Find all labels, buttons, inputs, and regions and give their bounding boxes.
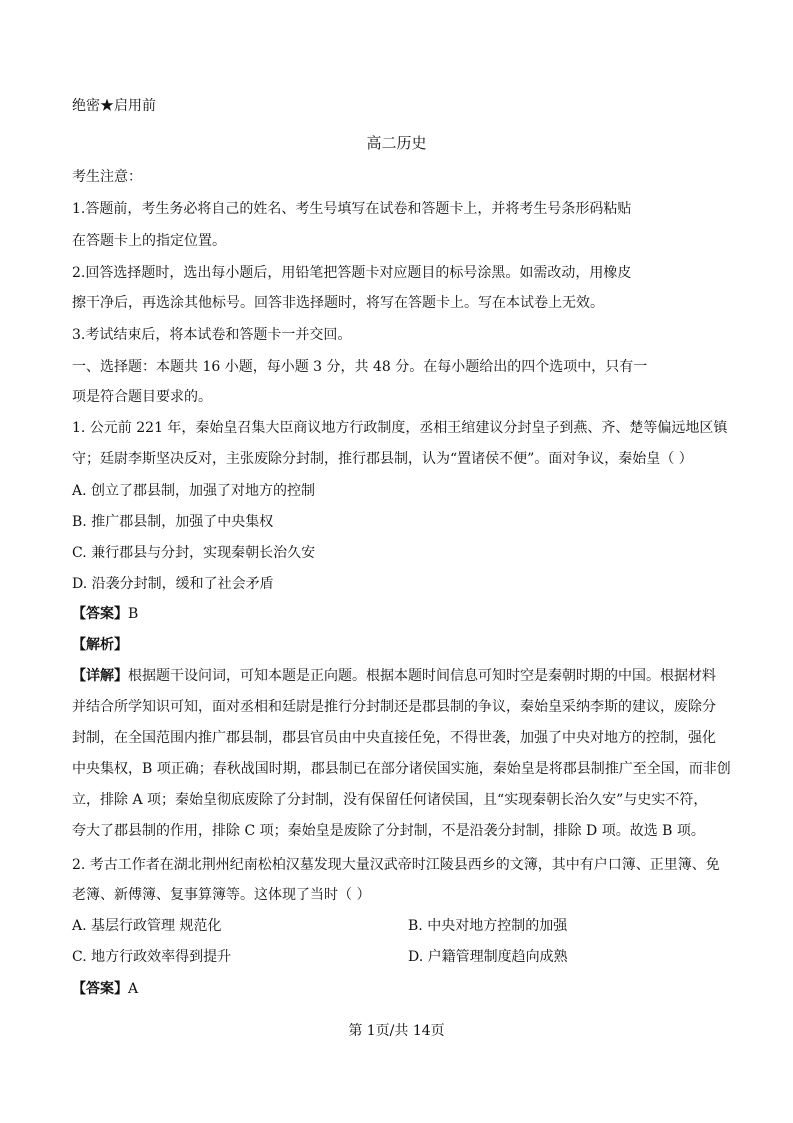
question-1-analysis-tag: 【解析】 xyxy=(72,637,128,653)
question-1-detail-line: 封制，在全国范围内推广郡县制，郡县官员由中央直接任免，不得世袭，加强了中央对地方的控制，强化 xyxy=(72,730,716,746)
question-1-answer xyxy=(72,604,138,624)
notice-item: 3.考试结束后，将本试卷和答题卡一并交回。 xyxy=(72,327,352,343)
section-heading-cont: 项是符合题目要求的。 xyxy=(72,389,212,405)
answer-value: A xyxy=(128,981,139,997)
question-2-option-b: B. 中央对地方控制的加强 xyxy=(408,918,568,934)
question-2-option-c: C. 地方行政效率得到提升 xyxy=(72,949,232,965)
question-2-stem: 2. 考古工作者在湖北荆州纪南松柏汉墓发现大量汉武帝时江陵县西乡的文簿，其中有户口簿、正里簿、免 xyxy=(72,857,720,873)
page-number: 第 1页/共 14页 xyxy=(348,1023,445,1039)
notice-item: 在答题卡上的指定位置。 xyxy=(72,233,226,249)
answer-tag: 【答案】 xyxy=(72,981,128,997)
question-1-option-a: A. 创立了郡县制，加强了对地方的控制 xyxy=(72,483,316,499)
question-1-detail-line: 立，排除 A 项；秦始皇彻底废除了分封制，没有保留任何诸侯国，且“实现秦朝长治久安”与史实不符， xyxy=(72,792,708,808)
question-1-detail-line: 中央集权，B 项正确；春秋战国时期，郡县制已在部分诸侯国实施，秦始皇是将郡县制推广至全国，而非创 xyxy=(72,761,731,777)
question-1-stem-cont: 守；廷尉李斯坚决反对，主张废除分封制，推行郡县制，认为“置诸侯不便”。面对争议，秦始皇（ ） xyxy=(72,451,693,467)
question-1-option-d: D. 沿袭分封制，缓和了社会矛盾 xyxy=(72,576,274,592)
question-1-stem: 1. 公元前 221 年，秦始皇召集大臣商议地方行政制度，丞相王绾建议分封皇子到燕、齐、楚等偏远地区镇 xyxy=(72,420,728,436)
notice-heading: 考生注意： xyxy=(72,169,142,185)
secret-mark: 绝密★启用前 xyxy=(72,98,156,114)
detail-tag: 【详解】 xyxy=(72,668,128,684)
question-2-option-a: A. 基层行政管理 规范化 xyxy=(72,918,222,934)
question-1-option-c: C. 兼行郡县与分封，实现秦朝长治久安 xyxy=(72,545,316,561)
question-2-answer xyxy=(72,979,138,999)
question-1-detail-line: 夸大了郡县制的作用，排除 C 项；秦始皇是废除了分封制，不是沿袭分封制，排除 D 项。故选 B 项。 xyxy=(72,823,705,839)
notice-item: 1.答题前，考生务必将自己的姓名、考生号填写在试卷和答题卡上，并将考生号条形码粘贴 xyxy=(72,201,632,217)
question-2-stem-cont: 老簿、新傅簿、复事算簿等。这体现了当时（ ） xyxy=(72,887,371,903)
question-1-detail-line: 并结合所学知识可知，面对丞相和廷尉是推行分封制还是郡县制的争议，秦始皇采纳李斯的建议，废除分 xyxy=(72,699,716,715)
question-1-detail xyxy=(72,666,716,686)
page-title: 高二历史 xyxy=(366,134,427,152)
answer-value: B xyxy=(128,606,139,622)
question-2-option-d: D. 户籍管理制度趋向成熟 xyxy=(408,949,568,965)
notice-item: 2.回答选择题时，选出每小题后，用铅笔把答题卡对应题目的标号涂黑。如需改动，用橡皮 xyxy=(72,265,632,281)
answer-tag: 【答案】 xyxy=(72,606,128,622)
question-1-option-b: B. 推广郡县制，加强了中央集权 xyxy=(72,514,274,530)
section-heading: 一、选择题：本题共 16 小题，每小题 3 分，共 48 分。在每小题给出的四个选项中，只有一 xyxy=(72,359,648,375)
detail-text: 根据题干设问词，可知本题是正向题。根据本题时间信息可知时空是秦朝时期的中国。根据材料 xyxy=(128,668,716,684)
notice-item: 擦干净后，再选涂其他标号。回答非选择题时，将写在答题卡上。写在本试卷上无效。 xyxy=(72,295,604,311)
